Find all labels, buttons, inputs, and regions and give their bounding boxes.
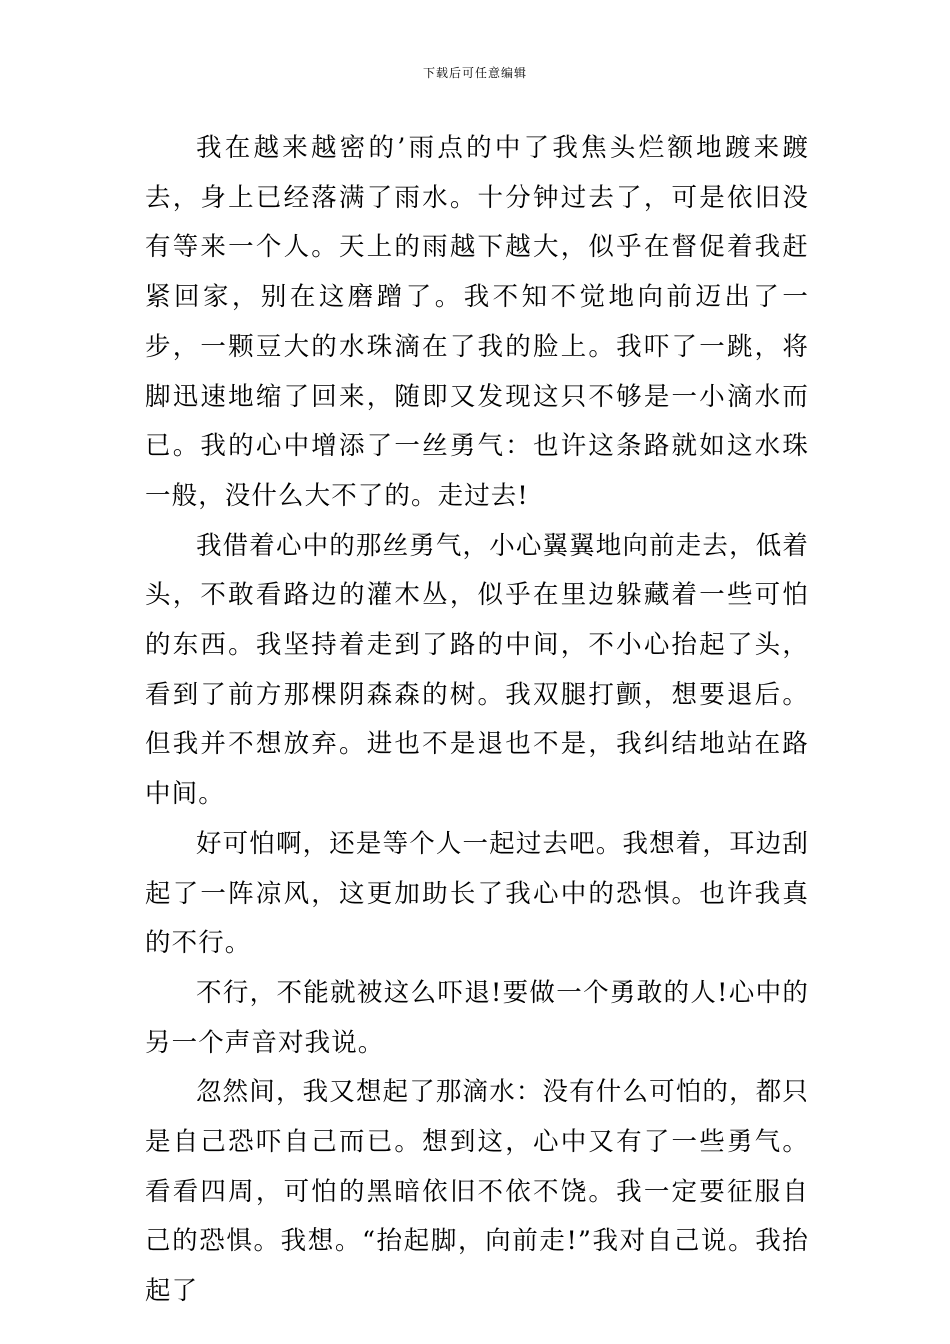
article-body <box>145 124 809 1317</box>
page-header: 下载后可任意编辑 <box>422 66 527 80</box>
paragraph: 好可怕啊，还是等个人一起过去吧。我想着，耳边刮起了一阵凉风，这更加助长了我心中的恐惧。也许我真的不行。 <box>145 828 809 959</box>
paragraph: 忽然间，我又想起了那滴水：没有什么可怕的，都只是自己恐吓自己而已。想到这，心中又有了一些勇气。看看四周，可怕的黑暗依旧不依不饶。我一定要征服自己的恐惧。我想。“抬起脚，向前走!”我对自己说。我抬起了 <box>145 1077 809 1307</box>
paragraph: 不行，不能就被这么吓退!要做一个勇敢的人!心中的另一个声音对我说。 <box>145 977 809 1058</box>
paragraph: 我在越来越密的’雨点的中了我焦头烂额地踱来踱去，身上已经落满了雨水。十分钟过去了，可是依旧没有等来一个人。天上的雨越下越大，似乎在督促着我赶紧回家，别在这磨蹭了。我不知不觉地向前迈出了一步，一颗豆大的水珠滴在了我的脸上。我吓了一跳，将脚迅速地缩了回来，随即又发现这只不够是一小滴水而已。我的心中增添了一丝勇气：也许这条路就如这水珠一般，没什么大不了的。走过去! <box>145 133 809 511</box>
paragraph: 我借着心中的那丝勇气，小心翼翼地向前走去，低着头，不敢看路边的灌木丛，似乎在里边躲藏着一些可怕的东西。我坚持着走到了路的中间，不小心抬起了头，看到了前方那棵阴森森的树。我双腿打颤，想要退后。但我并不想放弃。进也不是退也不是，我纠结地站在路中间。 <box>145 530 809 810</box>
